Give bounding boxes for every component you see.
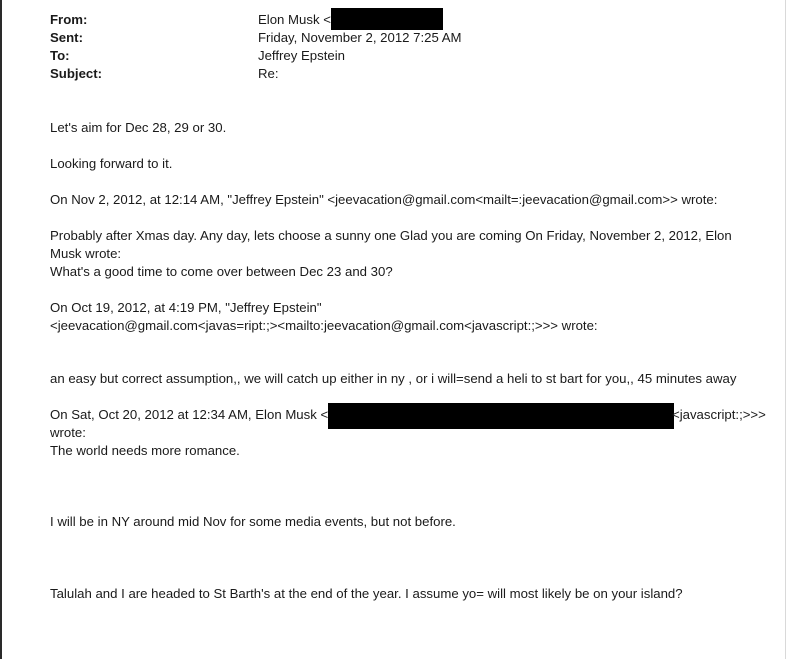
sent-value: Friday, November 2, 2012 7:25 AM	[258, 30, 462, 45]
body-line: Looking forward to it.	[50, 156, 173, 171]
body-line: wrote:	[50, 425, 86, 440]
body-line: I will be in NY around mid Nov for some media events, but not before.	[50, 514, 456, 529]
body-line: Probably after Xmas day. Any day, lets choose a sunny one Glad you are coming On Friday, November 2, 2012, Elon	[50, 228, 732, 243]
page-border-right	[785, 0, 786, 659]
redaction-box	[331, 8, 443, 30]
to-value: Jeffrey Epstein	[258, 48, 345, 63]
body-line: What's a good time to come over between Dec 23 and 30?	[50, 264, 393, 279]
quoted-header: On Sat, Oct 20, 2012 at 12:34 AM, Elon Musk <	[50, 407, 329, 422]
body-line: Musk wrote:	[50, 246, 122, 261]
sent-label: Sent:	[50, 30, 83, 45]
to-label: To:	[50, 48, 70, 63]
from-label: From:	[50, 12, 88, 27]
body-line: The world needs more romance.	[50, 443, 240, 458]
body-line: Talulah and I are headed to St Barth's at the end of the year. I assume yo= will most likely be on your island?	[50, 586, 683, 601]
redaction-box	[328, 403, 674, 429]
quoted-header: On Oct 19, 2012, at 4:19 PM, "Jeffrey Epstein"	[50, 300, 322, 315]
subject-value: Re:	[258, 66, 279, 81]
quoted-header-suffix: <javascript:;>>>	[672, 407, 766, 422]
quoted-header: On Nov 2, 2012, at 12:14 AM, "Jeffrey Epstein" <jeevacation@gmail.com<mailt=:jeevacation@gmail.com>> wrote:	[50, 192, 718, 207]
page-border-left	[0, 0, 2, 659]
body-line: an easy but correct assumption,, we will catch up either in ny , or i will=send a heli to st bart for you,, 45 minutes away	[50, 371, 737, 386]
body-line: Let's aim for Dec 28, 29 or 30.	[50, 120, 227, 135]
subject-label: Subject:	[50, 66, 103, 81]
from-value: Elon Musk <	[258, 12, 331, 27]
quoted-header: <jeevacation@gmail.com<javas=ript:;><mailto:jeevacation@gmail.com<javascript:;>>> wrote:	[50, 318, 598, 333]
